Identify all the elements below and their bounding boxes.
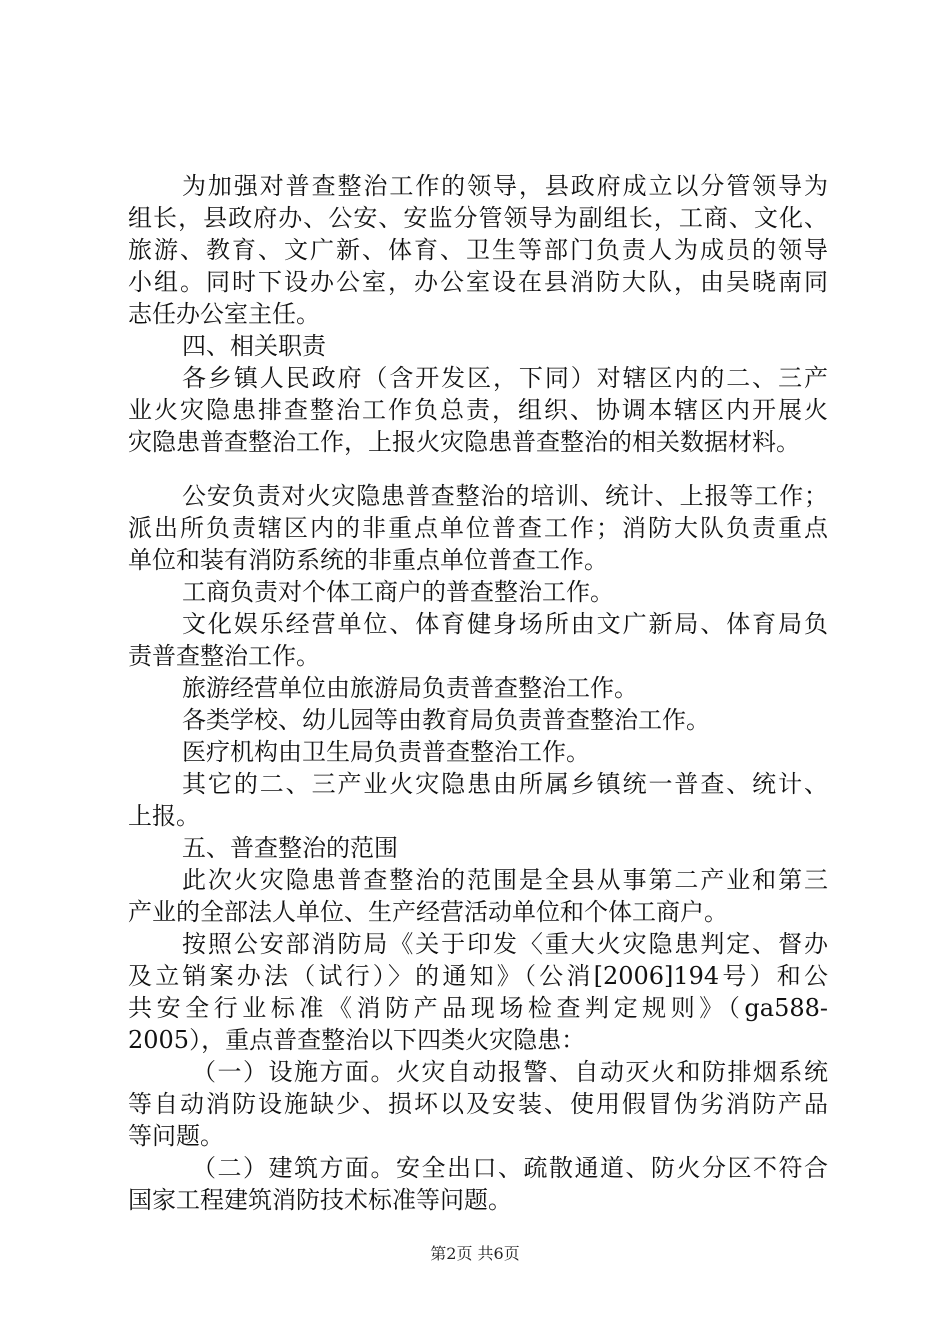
paragraph	[128, 672, 828, 704]
text-line: 共安全行业标准《消防产品现场检查判定规则》（ga588-	[128, 994, 828, 1022]
text-line: 各类学校、幼儿园等由教育局负责普查整治工作。	[182, 706, 710, 734]
text-line: 等自动消防设施缺少、损坏以及安装、使用假冒伪劣消防产品	[128, 1090, 828, 1118]
text-line: 产业的全部法人单位、生产经营活动单位和个体工商户。	[128, 898, 728, 926]
paragraph	[128, 864, 828, 928]
paragraph	[128, 170, 828, 330]
text-line: 文化娱乐经营单位、体育健身场所由文广新局、体育局负	[182, 610, 828, 638]
text-line: 五、普查整治的范围	[182, 834, 398, 862]
text-line: 小组。同时下设办公室，办公室设在县消防大队，由吴晓南同	[128, 268, 828, 296]
text-line: 及立销案办法（试行）〉的通知》（公消[2006]194号）和公	[128, 962, 828, 990]
text-line: 医疗机构由卫生局负责普查整治工作。	[182, 738, 590, 766]
paragraph	[128, 1152, 828, 1216]
paragraph	[128, 1056, 828, 1152]
text-line: （一）设施方面。火灾自动报警、自动灭火和防排烟系统	[192, 1058, 828, 1086]
text-line: 公安负责对火灾隐患普查整治的培训、统计、上报等工作；	[182, 482, 828, 510]
text-line: 单位和装有消防系统的非重点单位普查工作。	[128, 546, 608, 574]
text-line: 灾隐患普查整治工作，上报火灾隐患普查整治的相关数据材料。	[128, 428, 800, 456]
text-line: 派出所负责辖区内的非重点单位普查工作；消防大队负责重点	[128, 514, 828, 542]
text-line: 旅游、教育、文广新、体育、卫生等部门负责人为成员的领导	[128, 236, 828, 264]
text-line: 组长，县政府办、公安、安监分管领导为副组长，工商、文化、	[128, 204, 828, 232]
text-line: 业火灾隐患排查整治工作负总责，组织、协调本辖区内开展火	[128, 396, 828, 424]
paragraph	[128, 704, 828, 736]
paragraph	[128, 608, 828, 672]
paragraph	[128, 928, 828, 1056]
page-footer: 第2页 共6页	[430, 1244, 520, 1263]
text-line: 四、相关职责	[182, 332, 326, 360]
paragraph	[128, 330, 828, 362]
text-line: 其它的二、三产业火灾隐患由所属乡镇统一普查、统计、	[182, 770, 828, 798]
text-line: 此次火灾隐患普查整治的范围是全县从事第二产业和第三	[182, 866, 828, 894]
text-line: 旅游经营单位由旅游局负责普查整治工作。	[182, 674, 638, 702]
paragraph	[128, 832, 828, 864]
paragraph	[128, 480, 828, 576]
paragraph-gap	[128, 458, 828, 480]
text-line: 责普查整治工作。	[128, 642, 320, 670]
text-line: 各乡镇人民政府（含开发区，下同）对辖区内的二、三产	[182, 364, 828, 392]
text-line: 按照公安部消防局《关于印发〈重大火灾隐患判定、督办	[182, 930, 828, 958]
paragraph	[128, 768, 828, 832]
paragraph	[128, 576, 828, 608]
paragraph	[128, 736, 828, 768]
paragraph	[128, 362, 828, 458]
text-line: 国家工程建筑消防技术标准等问题。	[128, 1186, 512, 1214]
text-line: （二）建筑方面。安全出口、疏散通道、防火分区不符合	[192, 1154, 828, 1182]
text-line: 志任办公室主任。	[128, 300, 320, 328]
text-line: 工商负责对个体工商户的普查整治工作。	[182, 578, 614, 606]
text-line: 2005），重点普查整治以下四类火灾隐患：	[128, 1026, 586, 1054]
document-body	[128, 170, 828, 1216]
text-line: 为加强对普查整治工作的领导，县政府成立以分管领导为	[182, 172, 828, 200]
text-line: 上报。	[128, 802, 200, 830]
text-line: 等问题。	[128, 1122, 224, 1150]
